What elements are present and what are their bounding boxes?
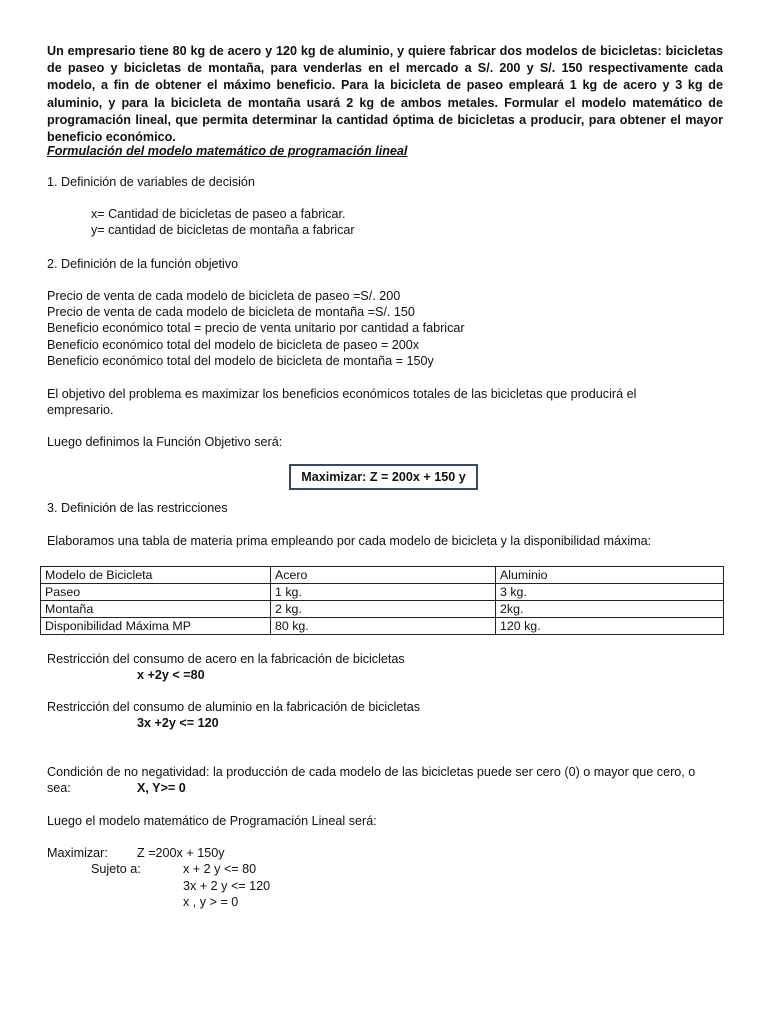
section1-title: 1. Definición de variables de decisión <box>47 175 255 189</box>
objective-function-intro: Luego definimos la Función Objetivo será: <box>47 435 283 449</box>
aluminum-restriction-label: Restricción del consumo de aluminio en la fabricación de bicicletas <box>47 700 421 714</box>
steel-restriction-label: Restricción del consumo de acero en la fabricación de bicicletas <box>47 652 405 666</box>
objective-text-line2: empresario. <box>47 403 114 417</box>
table-cell: Modelo de Bicicleta <box>41 567 271 584</box>
variable-x-definition: x= Cantidad de bicicletas de paseo a fabricar. <box>91 207 346 221</box>
non-negativity-sea: sea: <box>47 781 71 795</box>
steel-restriction-expr: x +2y < =80 <box>137 668 205 682</box>
table-cell: 1 kg. <box>271 584 496 601</box>
benefit-paseo: Beneficio económico total del modelo de bicicleta de paseo = 200x <box>47 338 420 352</box>
table-cell: Disponibilidad Máxima MP <box>41 618 271 635</box>
table-row <box>41 584 724 601</box>
table-cell: 120 kg. <box>496 618 724 635</box>
model-intro: Luego el modelo matemático de Programación Lineal será: <box>47 814 377 828</box>
subject-to-label: Sujeto a: <box>91 862 141 876</box>
table-row <box>41 618 724 635</box>
table-cell: Aluminio <box>496 567 724 584</box>
table-intro: Elaboramos una tabla de materia prima empleando por cada modelo de bicicleta y la disponibilidad máxima: <box>47 534 652 548</box>
table-row <box>41 601 724 618</box>
raw-material-table <box>40 566 724 635</box>
table-header-row <box>41 567 724 584</box>
table-cell: Paseo <box>41 584 271 601</box>
section2-title: 2. Definición de la función objetivo <box>47 257 239 271</box>
table-cell: 2kg. <box>496 601 724 618</box>
table-cell: 3 kg. <box>496 584 724 601</box>
table-cell: 80 kg. <box>271 618 496 635</box>
total-benefit-definition: Beneficio económico total = precio de venta unitario por cantidad a fabricar <box>47 321 465 335</box>
table-cell: 2 kg. <box>271 601 496 618</box>
constraint-1: x + 2 y <= 80 <box>183 862 257 876</box>
constraint-2: 3x + 2 y <= 120 <box>183 879 271 893</box>
section3-title: 3. Definición de las restricciones <box>47 501 228 515</box>
table-cell: Acero <box>271 567 496 584</box>
section-heading: Formulación del modelo matemático de programación lineal <box>47 144 408 158</box>
objective-function-box: Maximizar: Z = 200x + 150 y <box>289 464 478 490</box>
problem-statement: Un empresario tiene 80 kg de acero y 120 kg de aluminio, y quiere fabricar dos modelos de bicicletas: bicicletas de paseo y bicicletas de montaña, para venderlas en el mercado a S/. 200 y S/. 150 respectivamente cada modelo, a fin de obtener el máximo beneficio. Para la bicicleta de paseo empleará 1 kg de acero y 3 kg de aluminio, y para la bicicleta de montaña usará 2 kg de ambos metales. Formular el modelo matemático de programación lineal, que permita determinar la cantidad óptima de bicicletas a producir, para obtener el mayor beneficio económico. <box>47 44 723 145</box>
maximize-label: Maximizar: <box>47 846 108 860</box>
benefit-montana: Beneficio económico total del modelo de bicicleta de montaña = 150y <box>47 354 434 368</box>
non-negativity-line1: Condición de no negatividad: la producción de cada modelo de las bicicletas puede ser cero (0) o mayor que cero, o <box>47 765 696 779</box>
aluminum-restriction-expr: 3x +2y <= 120 <box>137 716 219 730</box>
objective-text-line1: El objetivo del problema es maximizar los beneficios económicos totales de las bicicletas que producirá el <box>47 387 637 401</box>
table-cell: Montaña <box>41 601 271 618</box>
variable-y-definition: y= cantidad de bicicletas de montaña a fabricar <box>91 223 355 237</box>
non-negativity-expr: X, Y>= 0 <box>137 781 186 795</box>
price-paseo: Precio de venta de cada modelo de bicicleta de paseo =S/. 200 <box>47 289 401 303</box>
constraint-3: x , y > = 0 <box>183 895 239 909</box>
price-montana: Precio de venta de cada modelo de bicicleta de montaña =S/. 150 <box>47 305 415 319</box>
maximize-expr: Z =200x + 150y <box>137 846 225 860</box>
